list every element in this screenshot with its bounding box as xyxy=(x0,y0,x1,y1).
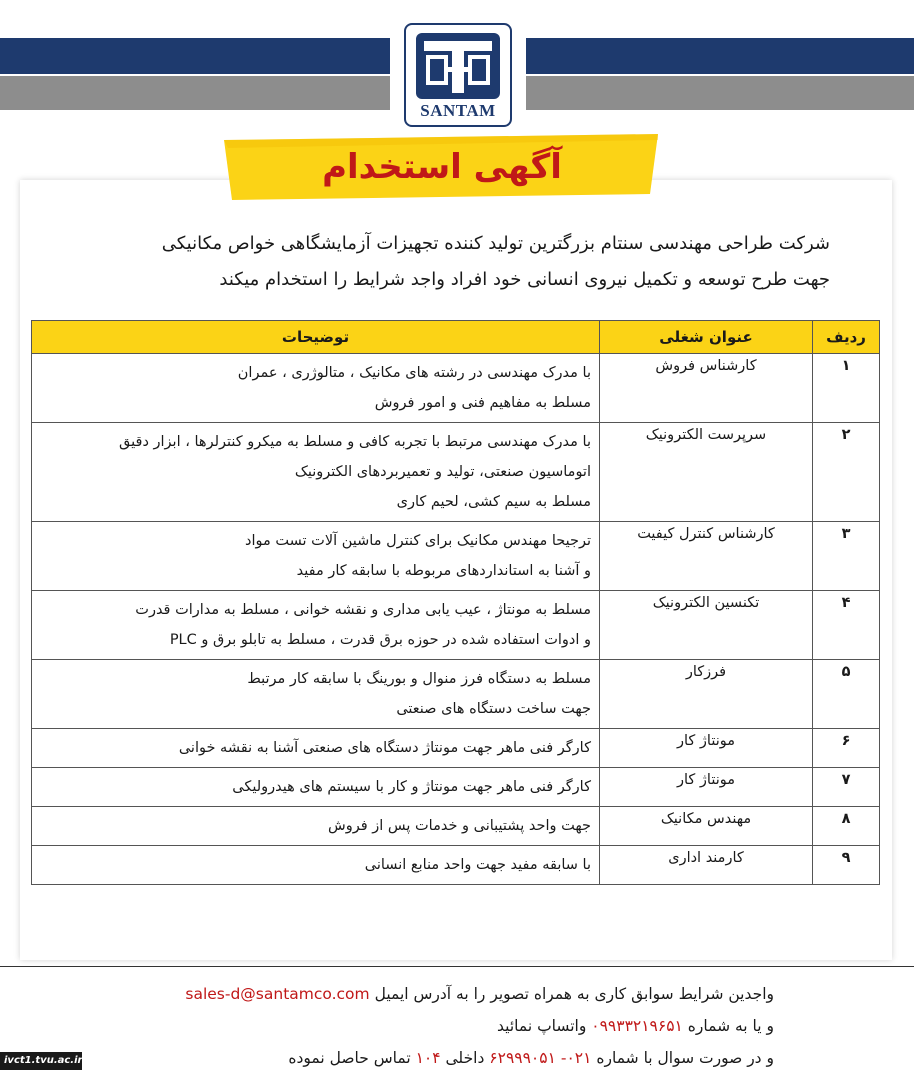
jobs-table-body xyxy=(32,354,880,885)
job-description xyxy=(32,660,600,729)
row-number: ۶ xyxy=(813,729,880,768)
description-line: کارگر فنی ماهر جهت مونتاژ دستگاه های صنعتی آشنا به نقشه خوانی xyxy=(178,740,591,756)
description-line: و ادوات استفاده شده در حوزه برق قدرت ، مسلط به تابلو برق و PLC xyxy=(169,632,591,648)
job-description xyxy=(32,591,600,660)
job-title: مهندس مکانیک xyxy=(600,807,813,846)
extension-label: داخلی xyxy=(445,1049,485,1067)
logo-text: SANTAM xyxy=(420,101,496,120)
header-description: توضیحات xyxy=(32,321,600,354)
row-number: ۲ xyxy=(813,423,880,522)
job-title: مونتاژ کار xyxy=(600,729,813,768)
job-description xyxy=(32,729,600,768)
header-band-gray-right xyxy=(526,76,914,110)
row-number: ۳ xyxy=(813,522,880,591)
page-title: آگهی استخدام xyxy=(322,147,562,187)
table-row xyxy=(32,807,880,846)
table-row xyxy=(32,846,880,885)
job-title: فرزکار xyxy=(600,660,813,729)
description-line: با مدرک مهندسی مرتبط با تجربه کافی و مسلط به میکرو کنترلرها ، ابزار دقیق xyxy=(119,434,591,450)
jobs-table xyxy=(31,320,880,885)
email-address[interactable]: sales-d@santamco.com xyxy=(185,985,370,1003)
job-description xyxy=(32,846,600,885)
description-line: ترجیحا مهندس مکانیک برای کنترل ماشین آلات تست مواد xyxy=(245,533,591,549)
row-number: ۹ xyxy=(813,846,880,885)
row-number: ۷ xyxy=(813,768,880,807)
header-band-navy-left xyxy=(0,38,390,74)
whatsapp-number[interactable]: ۰۹۹۳۳۲۱۹۶۵۱ xyxy=(591,1017,683,1035)
table-row xyxy=(32,354,880,423)
job-title: تکنسین الکترونیک xyxy=(600,591,813,660)
job-title: کارشناس فروش xyxy=(600,354,813,423)
description-line: مسلط به دستگاه فرز منوال و بورینگ با سابقه کار مرتبط xyxy=(247,671,591,687)
table-row xyxy=(32,729,880,768)
row-number: ۸ xyxy=(813,807,880,846)
whatsapp-pre: و یا به شماره xyxy=(687,1017,774,1035)
table-row xyxy=(32,591,880,660)
santam-logo-icon xyxy=(414,31,502,103)
table-row xyxy=(32,423,880,522)
row-number: ۵ xyxy=(813,660,880,729)
job-title: کارشناس کنترل کیفیت xyxy=(600,522,813,591)
santam-logo xyxy=(404,23,512,127)
footer-line-email xyxy=(185,978,774,1010)
header-job-title: عنوان شغلی xyxy=(600,321,813,354)
intro-text xyxy=(60,226,830,298)
footer-line-phone xyxy=(185,1042,774,1074)
job-description xyxy=(32,354,600,423)
row-number: ۱ xyxy=(813,354,880,423)
footer-divider xyxy=(0,966,914,967)
table-row xyxy=(32,768,880,807)
footer-line-whatsapp xyxy=(185,1010,774,1042)
heading-banner xyxy=(222,134,662,200)
description-line: مسلط به مونتاژ ، عیب یابی مداری و نقشه خوانی ، مسلط به مدارات قدرت xyxy=(135,602,591,618)
job-description xyxy=(32,807,600,846)
description-line: با مدرک مهندسی در رشته های مکانیک ، متالوژری ، عمران xyxy=(237,365,591,381)
description-line: جهت واحد پشتیبانی و خدمات پس از فروش xyxy=(328,818,591,834)
intro-line-2: جهت طرح توسعه و تکمیل نیروی انسانی خود افراد واجد شرایط را استخدام میکند xyxy=(219,269,830,290)
watermark-tag: ivct1.tvu.ac.ir xyxy=(0,1052,82,1070)
row-number: ۴ xyxy=(813,591,880,660)
phone-post: تماس حاصل نموده xyxy=(288,1049,411,1067)
header-row-number: ردیف xyxy=(813,321,880,354)
description-line: کارگر فنی ماهر جهت مونتاژ و کار با سیستم های هیدرولیکی xyxy=(232,779,591,795)
intro-line-1: شرکت طراحی مهندسی سنتام بزرگترین تولید کننده تجهیزات آزمایشگاهی خواص مکانیکی xyxy=(161,233,830,254)
job-title: مونتاژ کار xyxy=(600,768,813,807)
table-header-row xyxy=(32,321,880,354)
header-band-navy-right xyxy=(526,38,914,74)
description-line: مسلط به مفاهیم فنی و امور فروش xyxy=(374,395,591,411)
table-row xyxy=(32,660,880,729)
header-band-gray-left xyxy=(0,76,390,110)
extension-number: ۱۰۴ xyxy=(415,1049,441,1067)
job-description xyxy=(32,423,600,522)
whatsapp-post: واتساپ نمائید xyxy=(497,1017,587,1035)
email-instruction: واجدین شرایط سوابق کاری به همراه تصویر را به آدرس ایمیل xyxy=(374,985,774,1003)
description-line: با سابقه مفید جهت واحد منابع انسانی xyxy=(364,857,591,873)
phone-number[interactable]: ۰۲۱- ۶۲۹۹۹۰۵۱ xyxy=(489,1049,592,1067)
description-line: و آشنا به استانداردهای مربوطه با سابقه کار مفید xyxy=(296,563,591,579)
description-line: مسلط به سیم کشی، لحیم کاری xyxy=(396,494,591,510)
phone-pre: و در صورت سوال با شماره xyxy=(596,1049,774,1067)
job-description xyxy=(32,522,600,591)
job-description xyxy=(32,768,600,807)
description-line: اتوماسیون صنعتی، تولید و تعمیربردهای الکترونیک xyxy=(294,464,591,480)
description-line: جهت ساخت دستگاه های صنعتی xyxy=(396,701,591,717)
job-title: کارمند اداری xyxy=(600,846,813,885)
job-title: سرپرست الکترونیک xyxy=(600,423,813,522)
contact-footer xyxy=(185,978,774,1074)
table-row xyxy=(32,522,880,591)
